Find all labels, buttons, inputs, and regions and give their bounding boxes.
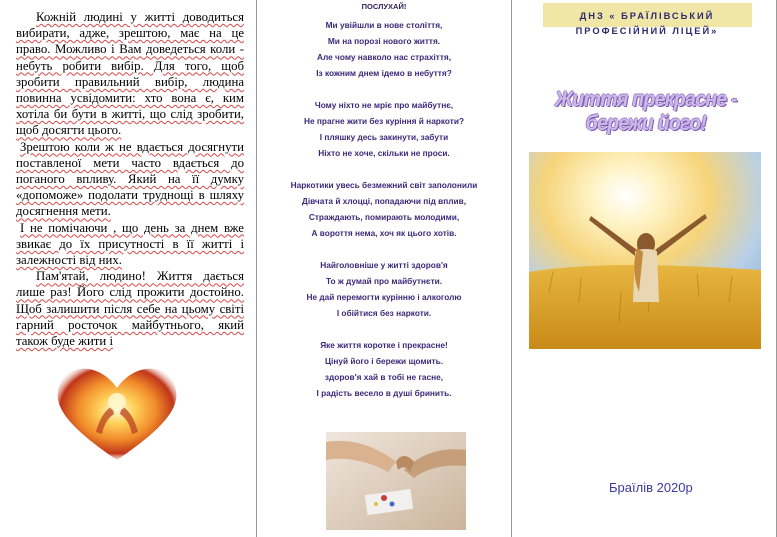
school-name-line-2: ПРОФЕСІЙНИЙ ЛІЦЕЙ» (575, 26, 719, 36)
brochure-panel-middle (257, 0, 511, 537)
poem-line: Цінуй його і бережи щомить. (324, 356, 444, 366)
left-paragraph-3 (16, 220, 244, 269)
school-name-line-1: ДНЗ « БРАЇЛІВСЬКИЙ (579, 11, 715, 21)
brochure-panel-right (512, 0, 777, 537)
left-text-block (16, 9, 244, 349)
poem-line: Але чому навколо нас страхіття, (316, 52, 452, 62)
poem-line: А вороття нема, хоч як цього хотів. (311, 228, 457, 238)
poem-line: Не дай перемогти курінню і алкоголю (306, 292, 462, 302)
poem-line: І обійтися без наркоти. (336, 308, 432, 318)
left-paragraph-4 (16, 268, 244, 349)
poem-line: Наркотики увесь безмежний світ заполонили (290, 180, 478, 190)
hands-with-drugs-image (326, 432, 466, 530)
school-name (532, 9, 762, 39)
left-paragraph-1 (16, 9, 244, 139)
poem-line: Не прагне жити без куріння й наркоти? (303, 116, 465, 126)
poem-stanza (257, 17, 511, 81)
poem-line: І радість весело в душі бринить. (316, 388, 452, 398)
heart-hands-image (44, 362, 190, 462)
poem-line: Страждають, помирають молодими, (308, 212, 460, 222)
poem-line: Ми на порозі нового життя. (327, 36, 441, 46)
poem-line: То ж думай про майбутнєти. (325, 276, 443, 286)
poem-line: Яке життя коротке і прекрасне! (320, 340, 448, 350)
poem-line: Ніхто не хоче, скільки не проси. (318, 148, 450, 158)
poem-stanza (257, 337, 511, 401)
poem-stanza (257, 257, 511, 321)
left-paragraph-2-text: Зрештою коли ж не вдається досягнути поставленої мети часто вдається до поганого впливу. Який на її думку «допоможе» подолати труднощі в шляху досягнення мети. (16, 139, 244, 219)
left-paragraph-2 (16, 139, 244, 220)
poem-line: І пляшку десь закинути, забути (319, 132, 449, 142)
poem-line: Ми увійшли в нове століття, (325, 20, 443, 30)
slogan-title: Життя прекрасне - бережи його! (555, 88, 737, 135)
footer-city-year: Браїлів 2020р (609, 480, 693, 495)
poem-stanza (257, 177, 511, 241)
left-paragraph-3-text: І не помічаючи , що день за днем вже звикає до їх присутності в її житті і залежності від них. (16, 220, 244, 268)
brochure-panel-left (0, 0, 256, 537)
poem-title: ПОСЛУХАЙ! (361, 2, 407, 11)
poem-stanza (257, 97, 511, 161)
poem-line: Чому ніхто не мріє про майбутнє, (314, 100, 454, 110)
poem-line: Із кожним днем ідемо в небуття? (316, 68, 452, 78)
girl-in-field-image (529, 152, 761, 349)
left-paragraph-4-text: Пам'ятай, людино! Життя дається лише раз! Його слід прожити достойно. Щоб залишити після себе на цьому світі гарний росточок майбутнього, який також буде жити і (16, 269, 244, 349)
poem (257, 17, 511, 417)
poem-line: здоров'я хай в тобі не гасне, (324, 372, 444, 382)
poem-line: Дівчата й хлоцці, попадаючи під вплив, (301, 196, 467, 206)
left-paragraph-1-text: Кожній людині у житті доводиться вибирати, адже, зрештою, має на це право. Можливо і Вам доведеться коли - небуть робити вибір. Для того, щоб зробити правильний вибір, людина повинна усвідомити: хто вона є, ким хотіла би бути в житті, що слід зробити, щоб досягти цього. (16, 10, 244, 138)
poem-line: Найголовніше у житті здоров'я (320, 260, 448, 270)
